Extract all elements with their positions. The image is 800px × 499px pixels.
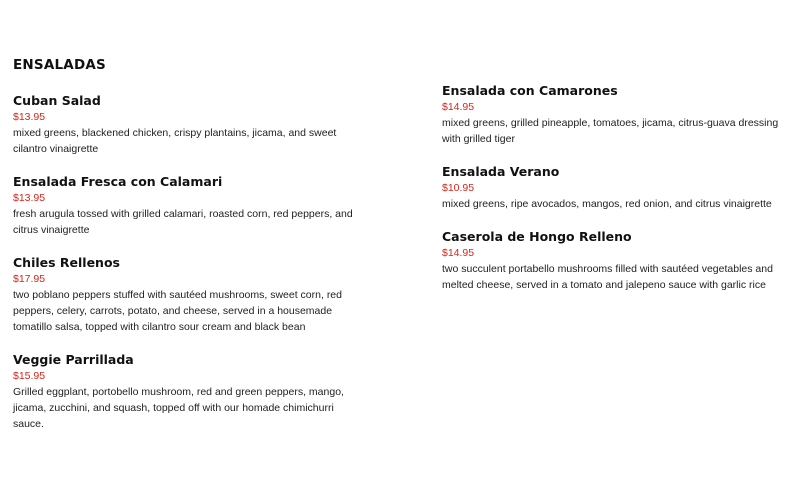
menu-item-name: Cuban Salad [13,93,101,108]
menu-item-description [13,125,353,157]
menu-item-name: Ensalada con Camarones [442,83,618,98]
section-title: ENSALADAS [13,57,106,73]
menu-item-name: Veggie Parrillada [13,352,134,367]
menu-item-price: $17.95 [13,273,46,285]
menu-item-description [13,206,353,238]
description-line: fresh arugula tossed with grilled calamari, roasted corn, red peppers, and [13,208,353,220]
menu-item-name: Ensalada Verano [442,164,560,179]
menu-item-description [13,287,353,335]
description-line: with grilled tiger [442,133,515,145]
menu-item [442,83,782,147]
description-line: cilantro vinaigrette [13,143,99,155]
description-line: jicama, zucchini, and squash, topped off with our homade chimichurri [13,402,334,414]
description-line: citrus vinaigrette [13,224,90,236]
description-line: tomatillo salsa, topped with cilantro sour cream and black bean [13,321,306,333]
menu-item-name: Caserola de Hongo Relleno [442,229,632,244]
description-line: mixed greens, ripe avocados, mangos, red onion, and citrus vinaigrette [442,198,772,210]
menu-item-description [442,196,782,212]
menu-item-name: Ensalada Fresca con Calamari [13,174,223,189]
menu-item-description [442,261,782,293]
menu-item-price: $15.95 [13,370,46,382]
menu-item [13,93,353,157]
description-line: two succulent portabello mushrooms filled with sautéed vegetables and [442,263,773,275]
description-line: Grilled eggplant, portobello mushroom, red and green peppers, mango, [13,386,344,398]
description-line: mixed greens, blackened chicken, crispy plantains, jicama, and sweet [13,127,337,139]
menu-item [13,255,353,335]
menu-item-price: $10.95 [442,182,475,194]
menu-item [13,352,353,432]
menu-item [442,229,782,293]
menu-item-description [442,115,782,147]
description-line: sauce. [13,418,44,430]
menu-item-description [13,384,353,432]
menu-item-name: Chiles Rellenos [13,255,120,270]
menu-item-price: $13.95 [13,192,46,204]
description-line: mixed greens, grilled pineapple, tomatoes, jicama, citrus-guava dressing [442,117,779,129]
menu-item [13,174,353,238]
description-line: peppers, celery, carrots, potato, and cheese, served in a housemade [13,305,333,317]
menu-item-price: $14.95 [442,247,475,259]
menu-item-price: $14.95 [442,101,475,113]
menu-item [442,164,782,212]
description-line: two poblano peppers stuffed with sautéed mushrooms, sweet corn, red [13,289,342,301]
description-line: melted cheese, served in a tomato and jalepeno sauce with garlic rice [442,279,766,291]
menu-item-price: $13.95 [13,111,46,123]
